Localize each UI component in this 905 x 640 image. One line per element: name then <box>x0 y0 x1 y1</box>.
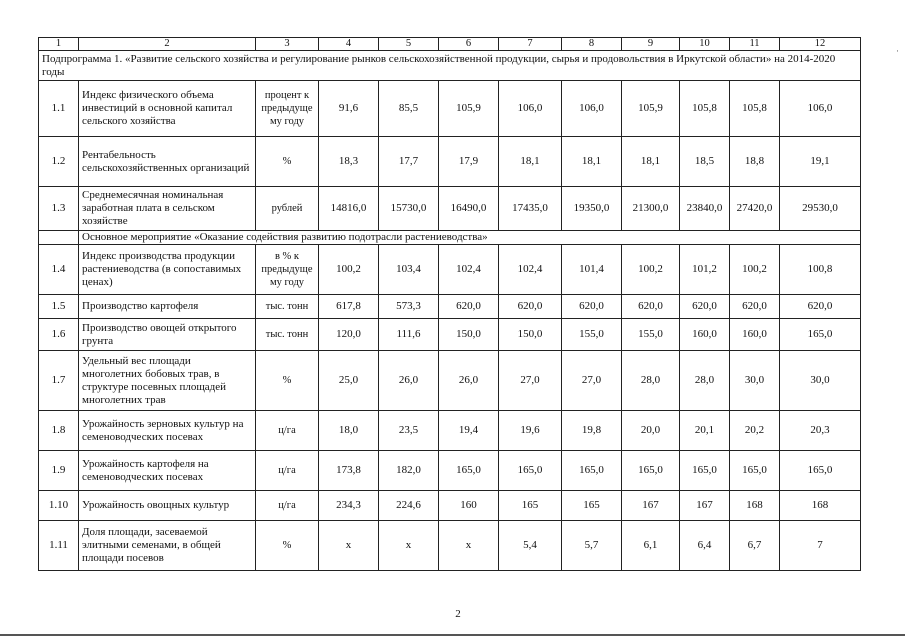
value-cell: 105,8 <box>680 81 730 137</box>
column-number: 1 <box>39 38 79 51</box>
unit-cell: ц/га <box>256 411 319 451</box>
row-number: 1.5 <box>39 295 79 319</box>
value-cell: 18,5 <box>680 137 730 187</box>
table-row <box>39 491 861 521</box>
value-cell: 100,2 <box>622 245 680 295</box>
indicator-name: Производство картофеля <box>79 295 256 319</box>
table-row <box>39 187 861 231</box>
column-number: 8 <box>562 38 622 51</box>
value-cell: 620,0 <box>622 295 680 319</box>
value-cell: x <box>379 521 439 571</box>
value-cell: 620,0 <box>730 295 780 319</box>
column-number: 11 <box>730 38 780 51</box>
unit-cell: процент к предыдуще му году <box>256 81 319 137</box>
value-cell: 620,0 <box>562 295 622 319</box>
column-number: 2 <box>79 38 256 51</box>
value-cell: 165,0 <box>780 319 861 351</box>
value-cell: 165,0 <box>439 451 499 491</box>
value-cell: 30,0 <box>730 351 780 411</box>
value-cell: 100,2 <box>319 245 379 295</box>
unit-cell: тыс. тонн <box>256 295 319 319</box>
program-title: Подпрограмма 1. «Развитие сельского хозяйства и регулирование рынков сельскохозяйственной продукции, сырья и продовольствия в Иркутской области» на 2014-2020 годы <box>39 51 861 81</box>
indicator-name: Индекс физического объема инвестиций в основной капитал сельского хозяйства <box>79 81 256 137</box>
value-cell: 102,4 <box>439 245 499 295</box>
table-row <box>39 521 861 571</box>
value-cell: 23,5 <box>379 411 439 451</box>
row-number: 1.4 <box>39 245 79 295</box>
value-cell: 27,0 <box>499 351 562 411</box>
value-cell: 6,4 <box>680 521 730 571</box>
value-cell: 105,9 <box>439 81 499 137</box>
value-cell: 101,4 <box>562 245 622 295</box>
row-number: 1.1 <box>39 81 79 137</box>
value-cell: 106,0 <box>562 81 622 137</box>
table-row <box>39 351 861 411</box>
row-number: 1.7 <box>39 351 79 411</box>
value-cell: 5,7 <box>562 521 622 571</box>
value-cell: 6,1 <box>622 521 680 571</box>
value-cell: 20,2 <box>730 411 780 451</box>
value-cell: 103,4 <box>379 245 439 295</box>
value-cell: 167 <box>680 491 730 521</box>
indicator-name: Урожайность картофеля на семеноводческих посевах <box>79 451 256 491</box>
indicator-name: Индекс производства продукции растениеводства (в сопоставимых ценах) <box>79 245 256 295</box>
value-cell: 21300,0 <box>622 187 680 231</box>
value-cell: 106,0 <box>780 81 861 137</box>
column-number: 3 <box>256 38 319 51</box>
indicator-name: Урожайность овощных культур <box>79 491 256 521</box>
indicators-table <box>38 37 861 571</box>
value-cell: 20,1 <box>680 411 730 451</box>
value-cell: 85,5 <box>379 81 439 137</box>
value-cell: 100,2 <box>730 245 780 295</box>
value-cell: 14816,0 <box>319 187 379 231</box>
unit-cell: ц/га <box>256 451 319 491</box>
value-cell: 155,0 <box>622 319 680 351</box>
value-cell: 20,3 <box>780 411 861 451</box>
value-cell: 155,0 <box>562 319 622 351</box>
value-cell: 30,0 <box>780 351 861 411</box>
value-cell: 224,6 <box>379 491 439 521</box>
unit-cell: рублей <box>256 187 319 231</box>
table-row <box>39 81 861 137</box>
value-cell: 617,8 <box>319 295 379 319</box>
column-number: 12 <box>780 38 861 51</box>
indicator-name: Производство овощей открытого грунта <box>79 319 256 351</box>
unit-cell: % <box>256 137 319 187</box>
table-row <box>39 137 861 187</box>
indicator-name: Доля площади, засеваемой элитными семенами, в общей площади посевов <box>79 521 256 571</box>
section-title-row <box>39 231 861 245</box>
row-number: 1.3 <box>39 187 79 231</box>
unit-cell: % <box>256 521 319 571</box>
value-cell: x <box>319 521 379 571</box>
value-cell: 105,9 <box>622 81 680 137</box>
row-number: 1.9 <box>39 451 79 491</box>
program-title-row <box>39 51 861 81</box>
value-cell: 17,9 <box>439 137 499 187</box>
value-cell: 15730,0 <box>379 187 439 231</box>
value-cell: 18,3 <box>319 137 379 187</box>
value-cell: 165,0 <box>562 451 622 491</box>
value-cell: 26,0 <box>379 351 439 411</box>
value-cell: 17,7 <box>379 137 439 187</box>
value-cell: 182,0 <box>379 451 439 491</box>
section-blank-cell <box>39 231 79 245</box>
value-cell: 168 <box>730 491 780 521</box>
value-cell: 150,0 <box>499 319 562 351</box>
value-cell: 168 <box>780 491 861 521</box>
row-number: 1.2 <box>39 137 79 187</box>
indicator-name: Рентабельность сельскохозяйственных организаций <box>79 137 256 187</box>
value-cell: 620,0 <box>780 295 861 319</box>
column-number: 4 <box>319 38 379 51</box>
section-title: Основное мероприятие «Оказание содействия развитию подотрасли растениеводства» <box>79 231 861 245</box>
value-cell: 165 <box>499 491 562 521</box>
table-row <box>39 245 861 295</box>
value-cell: 165,0 <box>499 451 562 491</box>
value-cell: 19,8 <box>562 411 622 451</box>
unit-cell: тыс. тонн <box>256 319 319 351</box>
value-cell: 102,4 <box>499 245 562 295</box>
value-cell: x <box>439 521 499 571</box>
table-row <box>39 319 861 351</box>
value-cell: 17435,0 <box>499 187 562 231</box>
value-cell: 573,3 <box>379 295 439 319</box>
value-cell: 6,7 <box>730 521 780 571</box>
value-cell: 18,1 <box>499 137 562 187</box>
unit-cell: % <box>256 351 319 411</box>
row-number: 1.10 <box>39 491 79 521</box>
value-cell: 165,0 <box>780 451 861 491</box>
value-cell: 5,4 <box>499 521 562 571</box>
row-number: 1.8 <box>39 411 79 451</box>
value-cell: 165,0 <box>622 451 680 491</box>
value-cell: 120,0 <box>319 319 379 351</box>
value-cell: 620,0 <box>680 295 730 319</box>
value-cell: 27420,0 <box>730 187 780 231</box>
value-cell: 25,0 <box>319 351 379 411</box>
value-cell: 165,0 <box>680 451 730 491</box>
value-cell: 167 <box>622 491 680 521</box>
value-cell: 234,3 <box>319 491 379 521</box>
value-cell: 18,1 <box>562 137 622 187</box>
value-cell: 620,0 <box>439 295 499 319</box>
indicator-name: Среднемесячная номинальная заработная плата в сельском хозяйстве <box>79 187 256 231</box>
row-number: 1.11 <box>39 521 79 571</box>
unit-cell: в % к предыдуще му году <box>256 245 319 295</box>
value-cell: 111,6 <box>379 319 439 351</box>
value-cell: 28,0 <box>622 351 680 411</box>
value-cell: 18,1 <box>622 137 680 187</box>
page-number: 2 <box>455 608 461 620</box>
value-cell: 19,1 <box>780 137 861 187</box>
value-cell: 150,0 <box>439 319 499 351</box>
column-number: 5 <box>379 38 439 51</box>
scan-edge-line <box>0 634 905 636</box>
table-row <box>39 451 861 491</box>
value-cell: 26,0 <box>439 351 499 411</box>
value-cell: 100,8 <box>780 245 861 295</box>
value-cell: 19350,0 <box>562 187 622 231</box>
unit-cell: ц/га <box>256 491 319 521</box>
scan-artifact-mark: · <box>896 46 899 56</box>
value-cell: 29530,0 <box>780 187 861 231</box>
value-cell: 160,0 <box>680 319 730 351</box>
value-cell: 20,0 <box>622 411 680 451</box>
value-cell: 16490,0 <box>439 187 499 231</box>
indicator-name: Удельный вес площади многолетних бобовых трав, в структуре посевных площадей многолетних трав <box>79 351 256 411</box>
value-cell: 27,0 <box>562 351 622 411</box>
value-cell: 23840,0 <box>680 187 730 231</box>
value-cell: 165,0 <box>730 451 780 491</box>
value-cell: 7 <box>780 521 861 571</box>
value-cell: 18,8 <box>730 137 780 187</box>
column-number: 6 <box>439 38 499 51</box>
value-cell: 160,0 <box>730 319 780 351</box>
value-cell: 173,8 <box>319 451 379 491</box>
value-cell: 28,0 <box>680 351 730 411</box>
row-number: 1.6 <box>39 319 79 351</box>
table-row <box>39 411 861 451</box>
table-row <box>39 295 861 319</box>
column-number: 7 <box>499 38 562 51</box>
value-cell: 105,8 <box>730 81 780 137</box>
column-number-header-row <box>39 38 861 51</box>
value-cell: 18,0 <box>319 411 379 451</box>
value-cell: 106,0 <box>499 81 562 137</box>
value-cell: 620,0 <box>499 295 562 319</box>
value-cell: 101,2 <box>680 245 730 295</box>
value-cell: 165 <box>562 491 622 521</box>
value-cell: 91,6 <box>319 81 379 137</box>
value-cell: 160 <box>439 491 499 521</box>
indicator-name: Урожайность зерновых культур на семеноводческих посевах <box>79 411 256 451</box>
value-cell: 19,4 <box>439 411 499 451</box>
value-cell: 19,6 <box>499 411 562 451</box>
column-number: 9 <box>622 38 680 51</box>
column-number: 10 <box>680 38 730 51</box>
